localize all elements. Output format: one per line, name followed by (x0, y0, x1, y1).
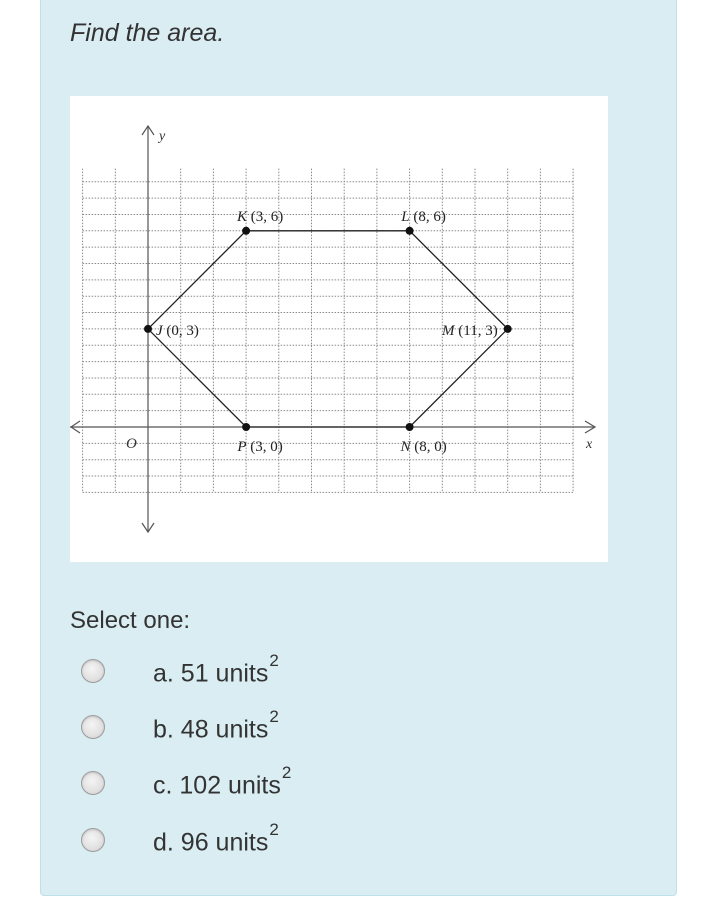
select-one-label: Select one: (70, 607, 191, 634)
radio-c[interactable] (81, 771, 105, 795)
y-axis-label: y (159, 129, 166, 144)
vertex-p (242, 423, 250, 431)
option-d[interactable] (81, 820, 481, 860)
vertex-label-k: K (3, 6) (236, 208, 284, 225)
option-c[interactable] (81, 763, 481, 803)
option-a[interactable] (81, 651, 481, 691)
origin-label: O (126, 436, 137, 452)
radio-a[interactable] (81, 659, 105, 683)
vertex-label-l: L (8, 6) (401, 208, 446, 225)
radio-b[interactable] (81, 715, 105, 739)
option-b-label: b. 48 units$^2$ (153, 707, 279, 744)
question-card (40, 0, 677, 896)
vertex-k (242, 227, 250, 235)
vertex-label-n: N (8, 0) (400, 439, 447, 455)
vertex-label-j: J (0, 3) (156, 322, 199, 339)
option-b[interactable] (81, 707, 481, 747)
x-axis-label: x (586, 437, 593, 452)
option-d-label: d. 96 units$^2$ (153, 820, 279, 857)
vertex-label-p: P (3, 0) (237, 439, 283, 455)
hexagon-figure (70, 96, 608, 562)
coordinate-plane (70, 96, 608, 562)
question-prompt: Find the area. (70, 19, 225, 47)
option-a-label: a. 51 units$^2$ (153, 651, 279, 688)
vertex-label-m: M (11, 3) (442, 322, 498, 339)
vertex-j (144, 325, 152, 333)
vertex-labels (156, 209, 498, 455)
vertex-m (504, 325, 512, 333)
vertex-n (406, 423, 414, 431)
radio-d[interactable] (81, 828, 105, 852)
option-c-label: c. 102 units$^2$ (153, 763, 292, 800)
vertex-l (406, 227, 414, 235)
